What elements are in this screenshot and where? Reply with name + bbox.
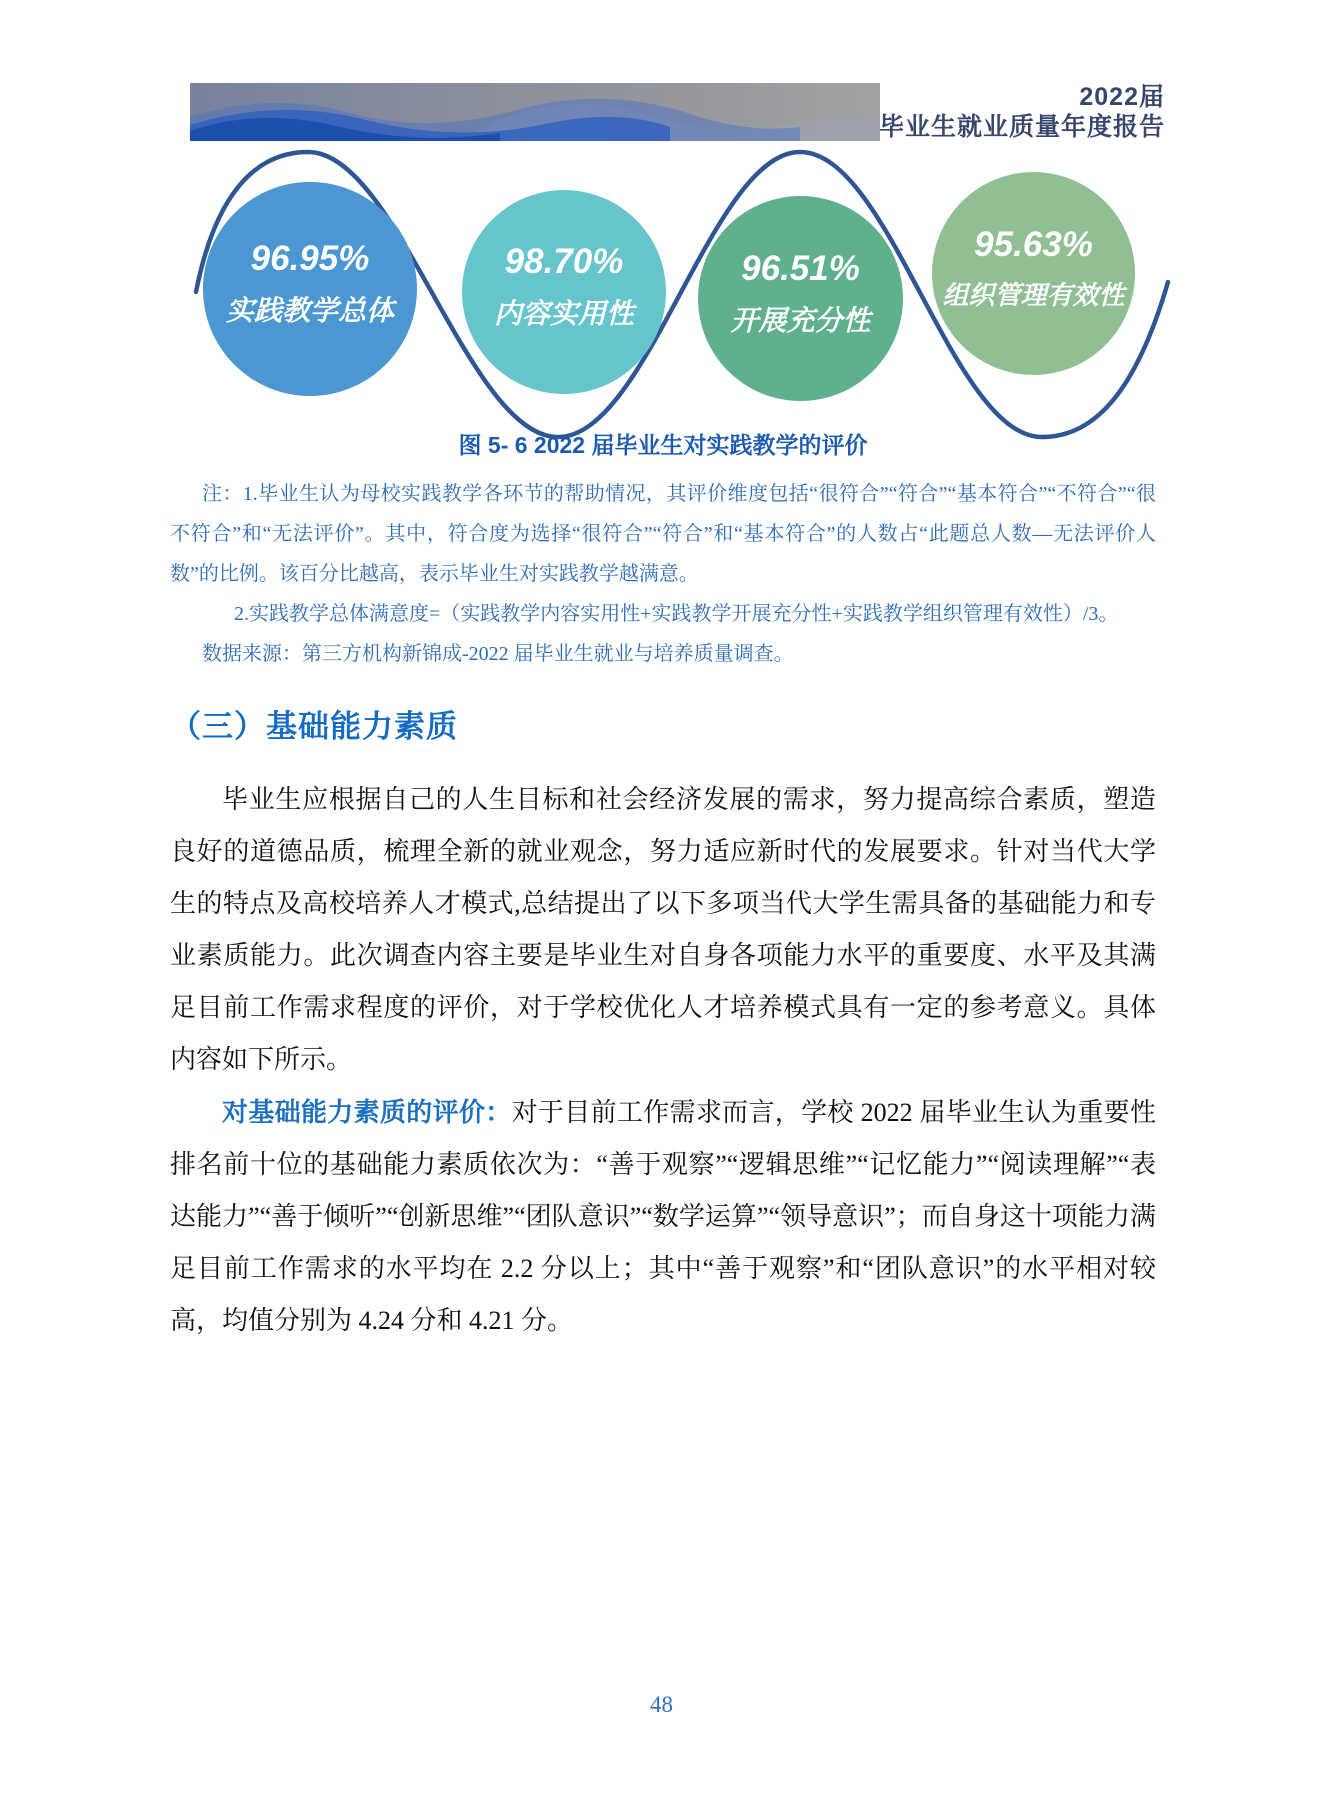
- kpi-value: 96.51%: [741, 248, 860, 288]
- kpi-label: 内容实用性: [493, 298, 634, 329]
- header-report-year: 2022届: [1079, 83, 1165, 111]
- header-report-title: 毕业生就业质量年度报告: [878, 113, 1165, 141]
- paragraph-body-text: 对于目前工作需求而言，学校 2022 届毕业生认为重要性排名前十位的基础能力素质依次为：“善于观察”“逻辑思维”“记忆能力”“阅读理解”“表达能力”“善于倾听”“创新思维”“团队意识”“数学运算”“领导意识”；而自身这十项能力满足目前工作需求的水平均在 2.2 分以上；其中“善于观察”和“团队意识”的水平相对较高，均值分别为 4.24 分和 4.21 分。: [170, 1098, 1156, 1335]
- figure-note-2: 2.实践教学总体满意度=（实践教学内容实用性+实践教学开展充分性+实践教学组织管理有效性）/3。: [234, 603, 1119, 625]
- kpi-label: 开展充分性: [730, 304, 871, 336]
- paragraph-lead-label: 对基础能力素质的评价：: [222, 1097, 512, 1127]
- kpi-label: 组织管理有效性: [942, 280, 1125, 310]
- figure-practice-teaching-evaluation: [0, 0, 1323, 470]
- kpi-circle-practice-overall: [203, 182, 417, 396]
- page-content: [170, 430, 1156, 1347]
- section-heading: （三）基础能力素质: [170, 709, 458, 744]
- figure-note-source: 数据来源：第三方机构新锦成-2022 届毕业生就业与培养质量调查。: [202, 643, 794, 665]
- body-paragraph-2: [170, 1086, 1156, 1347]
- kpi-value: 96.95%: [250, 239, 370, 278]
- kpi-circle-content-practicality: [462, 190, 666, 394]
- figure-note-1: 注：1.毕业生认为母校实践教学各环节的帮助情况，其评价维度包括“很符合”“符合”“基本符合”“不符合”“很不符合”和“无法评价”。其中，符合度为选择“很符合”“符合”和“基本符合”的人数占“此题总人数—无法评价人数”的比例。该百分比越高，表示毕业生对实践教学越满意。: [170, 483, 1156, 585]
- figure-caption: 图 5- 6 2022 届毕业生对实践教学的评价: [458, 432, 868, 458]
- kpi-label: 实践教学总体: [225, 295, 394, 326]
- page-number: 48: [650, 1692, 673, 1717]
- figure-notes: [170, 474, 1156, 674]
- kpi-circle-implementation-sufficiency: [698, 196, 903, 401]
- body-paragraph-1: 毕业生应根据自己的人生目标和社会经济发展的需求，努力提高综合素质，塑造良好的道德品质，梳理全新的就业观念，努力适应新时代的发展要求。针对当代大学生的特点及高校培养人才模式,总结提出了以下多项当代大学生需具备的基础能力和专业素质能力。此次调查内容主要是毕业生对自身各项能力水平的重要度、水平及其满足目前工作需求程度的评价，对于学校优化人才培养模式具有一定的参考意义。具体内容如下所示。: [170, 785, 1156, 1074]
- kpi-value: 95.63%: [974, 225, 1093, 264]
- kpi-value: 98.70%: [504, 242, 624, 281]
- kpi-circle-management-effectiveness: [932, 172, 1135, 375]
